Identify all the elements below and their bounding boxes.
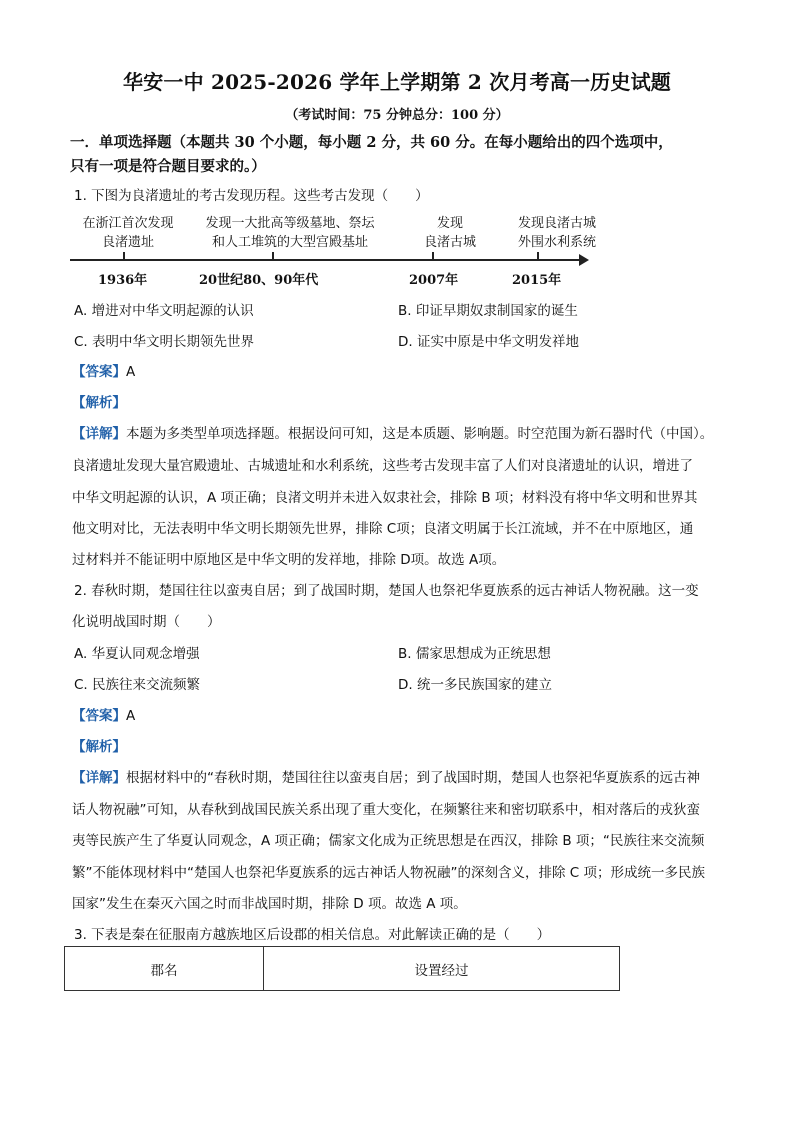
timeline-tick (537, 252, 539, 260)
q2-stem-line2: 化说明战国时期（ ） (72, 614, 221, 630)
timeline-event-3 (400, 214, 500, 252)
q1-option-c[interactable]: C. 表明中华文明长期领先世界 (74, 334, 255, 350)
timeline-tick (123, 252, 125, 260)
timeline-event-4-line2: 外围水利系统 (517, 235, 596, 250)
q1-analysis-label (72, 391, 126, 411)
timeline-event-4 (497, 214, 617, 252)
q2-detail-line3: 夷等民族产生了华夏认同观念，A 项正确；儒家文化成为正统思想是在西汉，排除 B 项；“民族往来交流频 (72, 833, 705, 849)
detail-label: 【详解】 (72, 426, 126, 442)
analysis-label: 【解析】 (72, 395, 126, 411)
timeline-event-2 (190, 214, 390, 252)
answer-label: 【答案】 (72, 364, 126, 380)
q1-option-a[interactable]: A. 增进对中华文明起源的认识 (74, 303, 254, 319)
analysis-label: 【解析】 (72, 739, 126, 755)
q1-detail-line1 (72, 422, 713, 442)
q3-table (64, 946, 620, 991)
q1-detail-line4: 他文明对比，无法表明中华文明长期领先世界，排除 C项；良渚文明属于长江流域，并不在中原地区，通 (72, 521, 694, 537)
q1-option-b[interactable]: B. 印证早期奴隶制国家的诞生 (398, 303, 578, 319)
timeline-event-3-line2: 良渚古城 (423, 235, 476, 250)
q1-answer (72, 360, 135, 380)
timeline-event-3-line1: 发现 (436, 216, 463, 231)
q2-detail-line5: 国家”发生在秦灭六国之时而非战国时期，排除 D 项。故选 A 项。 (72, 896, 467, 912)
timeline-event-4-line1: 发现良渚古城 (517, 216, 596, 231)
table-header-cell: 郡名 (65, 947, 264, 991)
exam-title: 华安一中 2025-2026 学年上学期第 2 次月考高一历史试题 (123, 70, 671, 94)
timeline-year-3: 2007年 (409, 273, 459, 288)
section-heading-line2: 只有一项是符合题目要求的。） (70, 158, 266, 175)
timeline-event-2-line1: 发现一大批高等级墓地、祭坛 (205, 216, 375, 231)
timeline-axis (70, 259, 581, 261)
q2-analysis-label (72, 735, 126, 755)
q2-detail-line1 (72, 766, 700, 786)
q1-detail-line5: 过材料并不能证明中原地区是中华文明的发祥地，排除 D项。故选 A项。 (72, 552, 506, 568)
table-row (65, 947, 620, 991)
q1-option-d[interactable]: D. 证实中原是中华文明发祥地 (398, 334, 579, 350)
q1-detail-line2: 良渚遗址发现大量宫殿遗址、古城遗址和水利系统，这些考古发现丰富了人们对良渚遗址的认识，增进了 (72, 458, 693, 474)
q2-option-d[interactable]: D. 统一多民族国家的建立 (398, 677, 552, 693)
q1-detail-line3: 中华文明起源的认识，A 项正确；良渚文明并未进入奴隶社会，排除 B 项；材料没有将中华文明和世界其 (72, 490, 698, 506)
table-header-cell: 设置经过 (264, 947, 620, 991)
timeline-event-1-line2: 良渚遗址 (101, 235, 154, 250)
answer-value: A (126, 364, 136, 380)
q3-stem: 3. 下表是秦在征服南方越族地区后设郡的相关信息。对此解读正确的是（ ） (74, 927, 551, 943)
detail-text: 根据材料中的“春秋时期，楚国往往以蛮夷自居；到了战国时期，楚国人也祭祀华夏族系的远古神 (126, 770, 700, 786)
timeline-event-2-line2: 和人工堆筑的大型宫殿基址 (211, 235, 368, 250)
q2-option-a[interactable]: A. 华夏认同观念增强 (74, 646, 200, 662)
q2-option-c[interactable]: C. 民族往来交流频繁 (74, 677, 201, 693)
timeline-event-1-line1: 在浙江首次发现 (82, 216, 174, 231)
q1-stem: 1. 下图为良渚遗址的考古发现历程。这些考古发现（ ） (74, 188, 429, 204)
timeline-event-1 (66, 214, 190, 252)
answer-label: 【答案】 (72, 708, 126, 724)
q2-detail-line2: 话人物祝融”可知，从春秋到战国民族关系出现了重大变化，在频繁往来和密切联系中，相对落后的戎狄蛮 (72, 802, 700, 818)
detail-text: 本题为多类型单项选择题。根据设问可知，这是本质题、影响题。时空范围为新石器时代（中国）。 (126, 426, 714, 442)
answer-value: A (126, 708, 136, 724)
section-heading-line1: 一．单项选择题（本题共 30 个小题，每小题 2 分，共 60 分。在每小题给出的四个选项中， (70, 134, 673, 151)
timeline-arrow-icon (579, 254, 589, 266)
exam-subtitle: （考试时间：75 分钟总分：100 分） (285, 108, 509, 123)
q2-option-b[interactable]: B. 儒家思想成为正统思想 (398, 646, 551, 662)
detail-label: 【详解】 (72, 770, 126, 786)
timeline-tick (272, 252, 274, 260)
q2-stem-line1: 2. 春秋时期，楚国往往以蛮夷自居；到了战国时期，楚国人也祭祀华夏族系的远古神话人物祝融。这一变 (74, 583, 699, 599)
timeline-year-1: 1936年 (98, 273, 148, 288)
timeline-year-4: 2015年 (512, 273, 562, 288)
q2-answer (72, 704, 135, 724)
timeline-tick (432, 252, 434, 260)
timeline-year-2: 20世纪80、90年代 (199, 273, 319, 288)
q2-detail-line4: 繁”不能体现材料中“楚国人也祭祀华夏族系的远古神话人物祝融”的深刻含义，排除 C 项；形成统一多民族 (72, 865, 705, 881)
